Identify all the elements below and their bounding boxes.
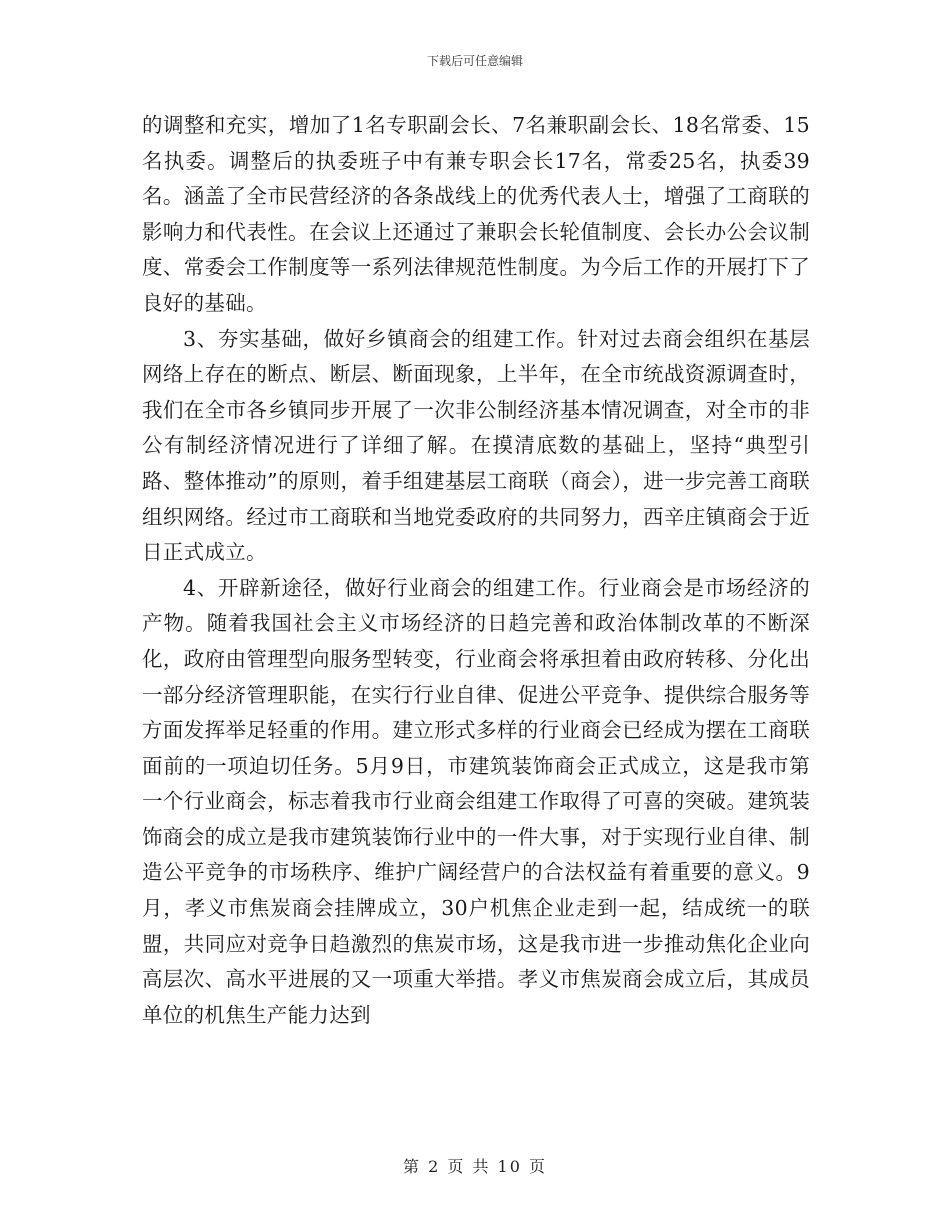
page-footer-number: 第 2 页 共 10 页 [403, 1157, 547, 1176]
document-body [142, 108, 810, 1033]
page-header: 下载后可任意编辑 [426, 54, 523, 68]
paragraph-3: 4、开辟新途径，做好行业商会的组建工作。行业商会是市场经济的产物。随着我国社会主义市场经济的日趋完善和政治体制改革的不断深化，政府由管理型向服务型转变，行业商会将承担着由政府转移、分化出一部分经济管理职能，在实行行业自律、促进公平竞争、提供综合服务等方面发挥举足轻重的作用。建立形式多样的行业商会已经成为摆在工商联面前的一项迫切任务。5月9日，市建筑装饰商会正式成立，这是我市第一个行业商会，标志着我市行业商会组建工作取得了可喜的突破。建筑装饰商会的成立是我市建筑装饰行业中的一件大事，对于实现行业自律、制造公平竞争的市场秩序、维护广阔经营户的合法权益有着重要的意义。9月，孝义市焦炭商会挂牌成立，30户机焦企业走到一起，结成统一的联盟，共同应对竞争日趋激烈的焦炭市场，这是我市进一步推动焦化企业向高层次、高水平进展的又一项重大举措。孝义市焦炭商会成立后，其成员单位的机焦生产能力达到 [142, 575, 810, 1027]
paragraph-2: 3、夯实基础，做好乡镇商会的组建工作。针对过去商会组织在基层网络上存在的断点、断层、断面现象，上半年，在全市统战资源调查时，我们在全市各乡镇同步开展了一次非公制经济基本情况调查，对全市的非公有制经济情况进行了详细了解。在摸清底数的基础上，坚持“典型引路、整体推动”的原则，着手组建基层工商联（商会），进一步完善工商联组织网络。经过市工商联和当地党委政府的共同努力，西辛庄镇商会于近日正式成立。 [142, 326, 810, 565]
paragraph-1: 的调整和充实，增加了1名专职副会长、7名兼职副会长、18名常委、15名执委。调整后的执委班子中有兼专职会长17名，常委25名，执委39名。涵盖了全市民营经济的各条战线上的优秀代表人士，增强了工商联的影响力和代表性。在会议上还通过了兼职会长轮值制度、会长办公会议制度、常委会工作制度等一系列法律规范性制度。为今后工作的开展打下了良好的基础。 [142, 113, 810, 315]
